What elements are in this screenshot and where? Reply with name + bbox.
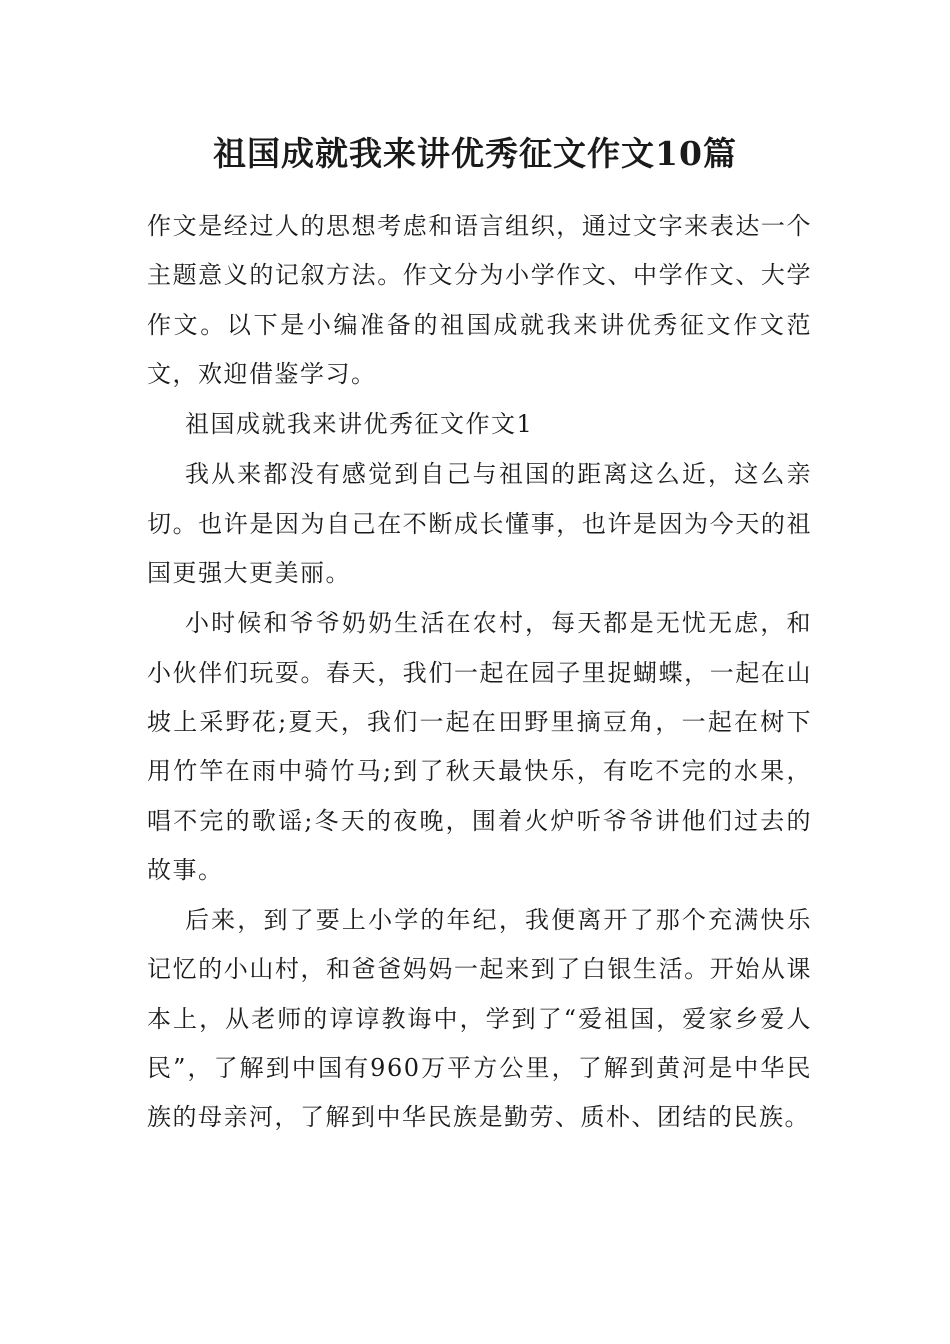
body-paragraph-2: 小时候和爷爷奶奶生活在农村，每天都是无忧无虑，和小伙伴们玩耍。春天，我们一起在园子里捉蝴蝶，一起在山坡上采野花;夏天，我们一起在田野里摘豆角，一起在树下用竹竿在雨中骑竹马;到了秋天最快乐，有吃不完的水果，唱不完的歌谣;冬天的夜晚，围着火炉听爷爷讲他们过去的故事。 — [147, 609, 812, 884]
document-body — [147, 202, 812, 1143]
section-heading: 祖国成就我来讲优秀征文作文1 — [185, 410, 534, 439]
body-paragraph-1: 我从来都没有感觉到自己与祖国的距离这么近，这么亲切。也许是因为自己在不断成长懂事，也许是因为今天的祖国更强大更美丽。 — [147, 460, 812, 588]
body-paragraph-3: 后来，到了要上小学的年纪，我便离开了那个充满快乐记忆的小山村，和爸爸妈妈一起来到了白银生活。开始从课本上，从老师的谆谆教诲中，学到了“爱祖国，爱家乡爱人民”，了解到中国有960万平方公里，了解到黄河是中华民族的母亲河，了解到中华民族是勤劳、质朴、团结的民族。 — [147, 906, 812, 1132]
intro-paragraph: 作文是经过人的思想考虑和语言组织，通过文字来表达一个主题意义的记叙方法。作文分为小学作文、中学作文、大学作文。以下是小编准备的祖国成就我来讲优秀征文作文范文，欢迎借鉴学习。 — [147, 212, 812, 388]
document-title: 祖国成就我来讲优秀征文作文10篇 — [213, 134, 737, 173]
